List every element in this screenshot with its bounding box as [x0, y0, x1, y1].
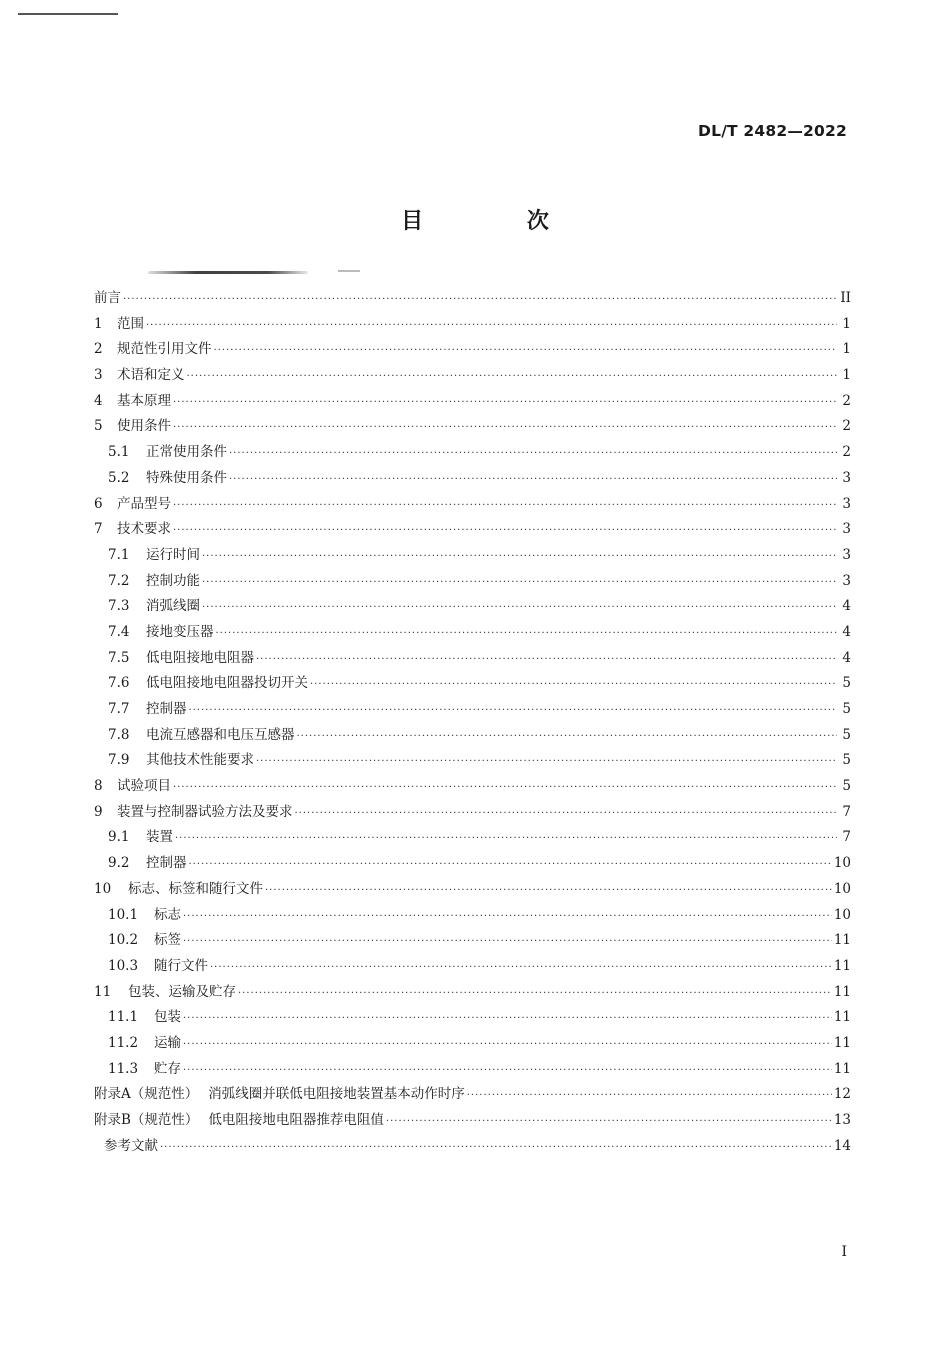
- toc-entry[interactable]: [94, 543, 851, 569]
- toc-entry-number: 10.2: [108, 932, 139, 949]
- toc-entry-number: 5: [94, 418, 103, 435]
- toc-entry-number: 10: [94, 880, 112, 897]
- toc-entry-page: 3: [842, 546, 851, 563]
- toc-entry-page: 7: [842, 803, 851, 820]
- toc-entry-title: 运输: [154, 1034, 181, 1051]
- toc-entry-page: 4: [842, 623, 851, 640]
- scan-smudge-small: [338, 270, 360, 272]
- dot-leader: [173, 775, 837, 801]
- toc-entry-page: 3: [842, 495, 851, 512]
- toc-entry[interactable]: [94, 851, 851, 877]
- toc-entry-number: 10.3: [108, 957, 139, 974]
- toc-entry[interactable]: [94, 723, 851, 749]
- toc-entry-number: 11.2: [108, 1034, 139, 1051]
- toc-entry-title: 消弧线圈并联低电阻接地装置基本动作时序: [208, 1086, 465, 1103]
- toc-entry[interactable]: [94, 414, 851, 440]
- toc-entry-title: 控制器: [146, 701, 187, 717]
- toc-entry-number: 2: [94, 341, 103, 358]
- toc-entry-number: 10.1: [108, 906, 139, 923]
- toc-entry-number: 9.2: [108, 855, 130, 872]
- toc-entry-title: 低电阻接地电阻器投切开关: [146, 675, 308, 692]
- toc-entry-title: 装置: [146, 829, 173, 846]
- dot-leader: [229, 441, 837, 467]
- toc-entry[interactable]: [94, 1057, 851, 1083]
- toc-entry-title: 运行时间: [146, 546, 200, 563]
- dot-leader: [297, 724, 838, 750]
- toc-entry-title: 消弧线圈: [146, 598, 200, 615]
- table-of-contents: [94, 286, 851, 1159]
- toc-entry-page: 3: [842, 572, 851, 589]
- toc-entry[interactable]: [94, 286, 851, 312]
- dot-leader: [160, 1135, 832, 1161]
- top-rule: [18, 13, 118, 15]
- toc-entry-page: 11: [833, 932, 851, 949]
- toc-entry-title: 前言: [94, 290, 121, 306]
- toc-entry-number: 1: [94, 315, 103, 332]
- toc-entry[interactable]: [94, 363, 851, 389]
- toc-entry[interactable]: [94, 1031, 851, 1057]
- toc-entry-page: 2: [842, 444, 851, 461]
- toc-entry-title: 特殊使用条件: [146, 469, 227, 486]
- toc-entry[interactable]: [94, 697, 851, 723]
- dot-leader: [265, 878, 832, 904]
- toc-entry-page: 1: [842, 315, 851, 332]
- toc-entry-number: 7.9: [108, 752, 130, 769]
- toc-entry-number: 11.1: [108, 1009, 139, 1026]
- toc-entry-page: 14: [833, 1137, 851, 1154]
- toc-entry-page: 10: [833, 855, 851, 872]
- toc-entry-page: 12: [833, 1086, 851, 1103]
- dot-leader: [189, 852, 832, 878]
- toc-entry-title: 术语和定义: [117, 367, 185, 384]
- toc-entry-number: 7.2: [108, 572, 130, 589]
- toc-entry-title: 随行文件: [154, 957, 208, 974]
- toc-entry-title: 使用条件: [117, 418, 171, 435]
- dot-leader: [229, 467, 837, 493]
- dot-leader: [183, 1032, 832, 1058]
- dot-leader: [214, 338, 838, 364]
- dot-leader: [216, 621, 838, 647]
- toc-entry-title: 电流互感器和电压互感器: [146, 726, 295, 743]
- toc-entry[interactable]: [94, 466, 851, 492]
- toc-entry-title: 标志: [154, 906, 181, 923]
- toc-entry-number: 7: [94, 521, 103, 538]
- toc-entry-page: 11: [833, 957, 851, 974]
- toc-entry[interactable]: [94, 517, 851, 543]
- toc-entry-page: 11: [833, 1034, 851, 1051]
- toc-entry-title: 正常使用条件: [146, 444, 227, 461]
- dot-leader: [173, 415, 837, 441]
- toc-entry-page: 2: [842, 418, 851, 435]
- dot-leader: [173, 518, 837, 544]
- toc-entry-number: 7.6: [108, 675, 130, 692]
- toc-entry-title: 控制功能: [146, 572, 200, 589]
- toc-entry[interactable]: [94, 337, 851, 363]
- toc-entry-page: 3: [842, 521, 851, 538]
- toc-entry[interactable]: [94, 800, 851, 826]
- dot-leader: [183, 1058, 832, 1084]
- toc-entry-page: 7: [842, 829, 851, 846]
- toc-entry-title: 标志、标签和随行文件: [128, 880, 263, 897]
- toc-entry[interactable]: [94, 492, 851, 518]
- toc-entry-title: 低电阻接地电阻器推荐电阻值: [208, 1112, 384, 1128]
- dot-leader: [386, 1109, 832, 1135]
- toc-entry-number: 附录B（规范性）: [94, 1112, 199, 1128]
- toc-entry[interactable]: [94, 594, 851, 620]
- toc-entry-title: 接地变压器: [146, 623, 214, 640]
- dot-leader: [183, 1006, 832, 1032]
- dot-leader: [175, 826, 837, 852]
- toc-entry-number: 7.7: [108, 701, 130, 717]
- toc-entry[interactable]: [94, 903, 851, 929]
- dot-leader: [202, 595, 837, 621]
- toc-entry-title: 标签: [154, 932, 181, 949]
- toc-entry-page: 3: [842, 469, 851, 486]
- toc-entry-page: 5: [842, 701, 851, 717]
- toc-entry-number: 7.8: [108, 726, 130, 743]
- scan-smudge: [148, 271, 308, 274]
- dot-leader: [202, 544, 837, 570]
- toc-entry-title: 其他技术性能要求: [146, 752, 254, 769]
- toc-entry[interactable]: [94, 1082, 851, 1108]
- toc-entry-title: 低电阻接地电阻器: [146, 649, 254, 666]
- page-number: I: [841, 1244, 847, 1260]
- toc-entry[interactable]: [94, 954, 851, 980]
- toc-entry-page: 11: [833, 983, 851, 1000]
- toc-entry-title: 产品型号: [117, 495, 171, 512]
- toc-entry[interactable]: [94, 620, 851, 646]
- toc-entry[interactable]: [94, 980, 851, 1006]
- document-code: DL/T 2482—2022: [698, 122, 847, 140]
- toc-entry-page: 1: [842, 367, 851, 384]
- toc-entry-number: 7.1: [108, 546, 130, 563]
- dot-leader: [173, 493, 837, 519]
- toc-entry[interactable]: [94, 569, 851, 595]
- dot-leader: [202, 570, 837, 596]
- toc-entry[interactable]: [94, 825, 851, 851]
- toc-entry-number: 8: [94, 778, 103, 795]
- dot-leader: [310, 672, 837, 698]
- dot-leader: [238, 981, 832, 1007]
- dot-leader: [183, 929, 832, 955]
- toc-entry-page: 11: [833, 1009, 851, 1026]
- dot-leader: [210, 955, 832, 981]
- toc-entry[interactable]: [94, 312, 851, 338]
- dot-leader: [189, 698, 838, 724]
- toc-entry-title: 包装、运输及贮存: [128, 983, 236, 1000]
- toc-entry-number: 5.2: [108, 469, 130, 486]
- toc-entry[interactable]: [94, 1108, 851, 1134]
- toc-entry-number: 11: [94, 983, 112, 1000]
- toc-entry-page: 5: [842, 752, 851, 769]
- toc-entry-title: 参考文献: [104, 1137, 158, 1154]
- dot-leader: [123, 287, 837, 313]
- toc-entry[interactable]: [94, 1005, 851, 1031]
- toc-entry[interactable]: [94, 646, 851, 672]
- toc-entry-title: 试验项目: [117, 778, 171, 795]
- toc-entry-number: 7.3: [108, 598, 130, 615]
- toc-entry[interactable]: [94, 671, 851, 697]
- toc-entry-page: 1: [842, 341, 851, 358]
- dot-leader: [173, 390, 837, 416]
- dot-leader: [146, 313, 837, 339]
- toc-entry-title: 技术要求: [117, 521, 171, 538]
- toc-entry-page: 4: [842, 649, 851, 666]
- toc-entry-title: 规范性引用文件: [117, 341, 212, 358]
- toc-entry-title: 包装: [154, 1009, 181, 1026]
- toc-entry-page: 10: [833, 906, 851, 923]
- toc-entry-number: 附录A（规范性）: [94, 1086, 199, 1103]
- toc-entry-title: 范围: [117, 315, 144, 332]
- toc-entry-number: 7.4: [108, 623, 130, 640]
- toc-entry-number: 9.1: [108, 829, 130, 846]
- toc-entry-number: 5.1: [108, 444, 130, 461]
- toc-entry-page: 5: [842, 675, 851, 692]
- toc-entry-number: 9: [94, 803, 103, 820]
- toc-entry[interactable]: [94, 389, 851, 415]
- dot-leader: [187, 364, 838, 390]
- toc-entry-page: II: [840, 290, 851, 306]
- toc-entry-page: 4: [842, 598, 851, 615]
- toc-entry[interactable]: [94, 877, 851, 903]
- toc-title: 目 次: [401, 209, 597, 234]
- toc-entry[interactable]: [94, 1134, 851, 1160]
- toc-entry[interactable]: [94, 774, 851, 800]
- toc-entry-title: 基本原理: [117, 392, 171, 409]
- toc-entry-number: 4: [94, 392, 103, 409]
- toc-entry[interactable]: [94, 928, 851, 954]
- toc-entry-title: 贮存: [154, 1060, 181, 1077]
- toc-entry-title: 装置与控制器试验方法及要求: [117, 803, 293, 820]
- toc-entry[interactable]: [94, 440, 851, 466]
- toc-entry-number: 7.5: [108, 649, 130, 666]
- dot-leader: [256, 749, 837, 775]
- toc-entry-page: 5: [842, 778, 851, 795]
- toc-entry-number: 6: [94, 495, 103, 512]
- toc-entry-title: 控制器: [146, 855, 187, 872]
- dot-leader: [256, 647, 837, 673]
- dot-leader: [467, 1083, 832, 1109]
- dot-leader: [295, 801, 838, 827]
- toc-entry[interactable]: [94, 748, 851, 774]
- dot-leader: [183, 904, 832, 930]
- toc-entry-number: 11.3: [108, 1060, 139, 1077]
- toc-entry-page: 5: [842, 726, 851, 743]
- toc-entry-number: 3: [94, 367, 103, 384]
- toc-entry-page: 11: [833, 1060, 851, 1077]
- toc-entry-page: 13: [833, 1112, 851, 1128]
- toc-entry-page: 10: [833, 880, 851, 897]
- toc-entry-page: 2: [842, 392, 851, 409]
